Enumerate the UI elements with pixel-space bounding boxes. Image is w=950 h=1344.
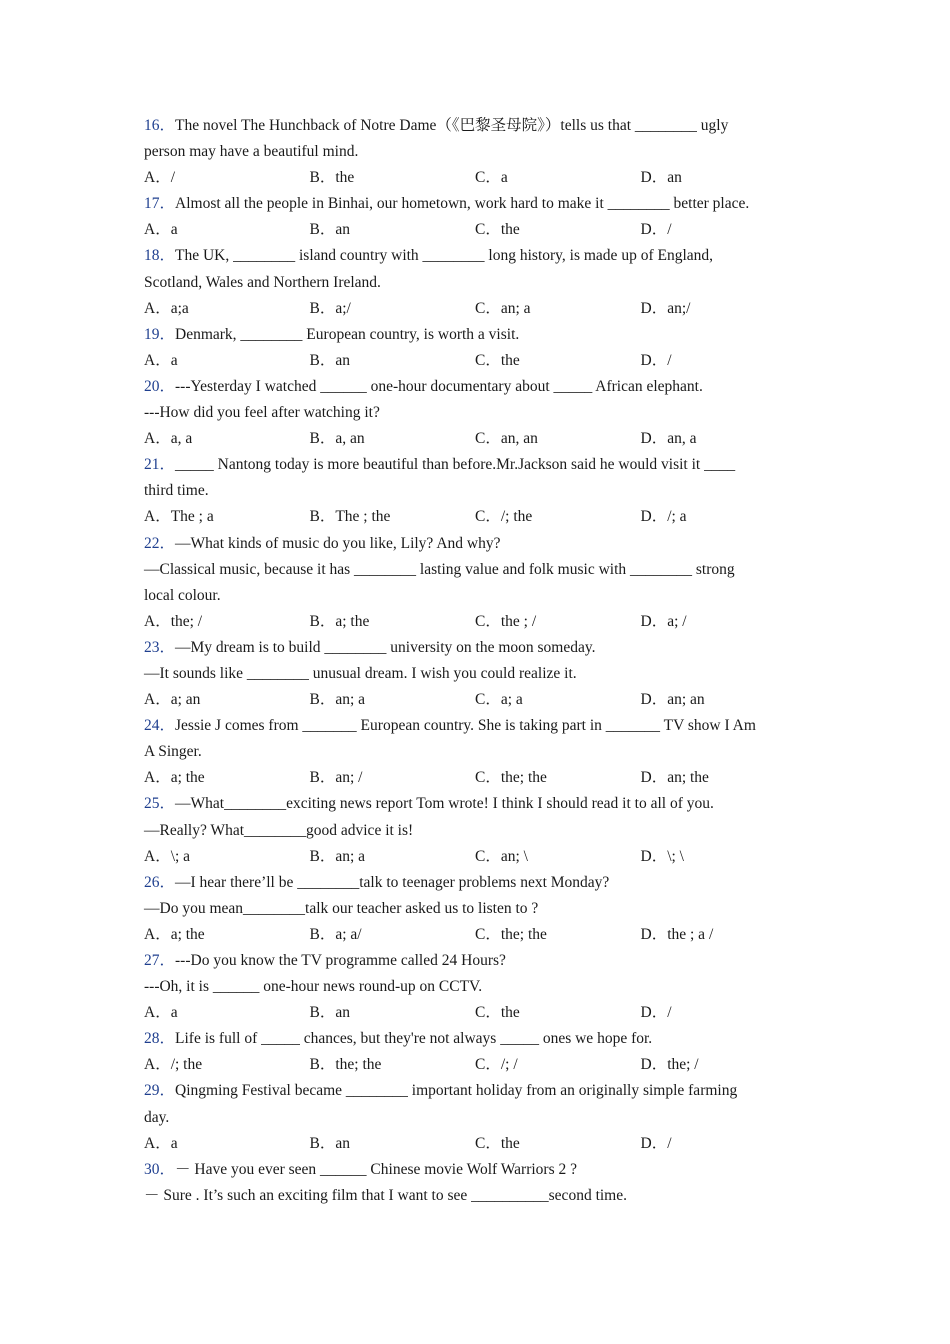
question-stem-continuation: [144, 270, 812, 296]
question-stem: [144, 322, 812, 348]
question-stem-continuation: [144, 739, 812, 765]
answer-option[interactable]: C．the ; /: [475, 612, 537, 630]
question-block: [144, 713, 812, 791]
question-number: 27．: [144, 952, 176, 969]
question-block: [144, 191, 812, 243]
question-stem-continuation: [144, 896, 812, 922]
answer-option[interactable]: A．a; the: [144, 769, 205, 787]
question-stem: [144, 713, 812, 739]
answer-option[interactable]: D．an; an: [640, 691, 705, 709]
question-number: 23．: [144, 638, 176, 656]
question-number: 20．: [144, 377, 176, 395]
question-block: [144, 948, 812, 1026]
answer-option[interactable]: A．a: [144, 351, 178, 369]
answer-option[interactable]: A．a; an: [144, 691, 201, 709]
question-stem-continuation: [144, 478, 812, 504]
answer-options: [144, 844, 812, 870]
question-stem-continuation: [144, 400, 812, 426]
question-block: [144, 322, 812, 374]
question-stem: [144, 948, 812, 974]
answer-option[interactable]: D．a; /: [640, 612, 687, 630]
question-block: [144, 635, 812, 713]
question-block: [144, 1078, 812, 1156]
answer-option[interactable]: A．a: [144, 1004, 178, 1022]
question-page: [144, 113, 812, 1209]
question-text: Almost all the people in Binhai, our hometown, work hard to make it ________ better place.: [175, 195, 750, 213]
question-block: [144, 791, 812, 869]
question-stem-continuation: [144, 974, 812, 1000]
answer-options: [144, 426, 812, 452]
question-stem: [144, 191, 812, 217]
question-block: [144, 531, 812, 635]
answer-option[interactable]: C．an; a: [475, 299, 531, 317]
answer-option[interactable]: A．\; a: [144, 847, 191, 865]
answer-option[interactable]: D．/: [640, 221, 672, 239]
question-stem: [144, 791, 812, 817]
answer-options: [144, 1052, 812, 1078]
answer-option[interactable]: B．an; a: [309, 691, 366, 709]
answer-option[interactable]: D．an; the: [640, 769, 709, 787]
answer-option[interactable]: B．an: [309, 351, 350, 369]
question-text: —What________exciting news report Tom wrote! I think I should read it to all of you.: [175, 795, 714, 813]
answer-options: [144, 165, 812, 191]
question-number: 24．: [144, 717, 176, 735]
question-number: 16．: [144, 117, 176, 134]
question-text: _____ Nantong today is more beautiful than before.Mr.Jackson said he would visit it ____: [175, 456, 736, 474]
answer-option[interactable]: C．a: [475, 169, 508, 187]
question-text: The novel The Hunchback of Notre Dame（《巴黎圣母院》）tells us that ________ ugly: [175, 117, 729, 134]
question-stem-continuation: [144, 139, 812, 165]
answer-options: [144, 217, 812, 243]
answer-option[interactable]: B．a; a/: [309, 925, 362, 943]
question-text: ---How did you feel after watching it?: [144, 404, 380, 422]
answer-option[interactable]: B．the: [309, 169, 355, 187]
answer-options: [144, 1000, 812, 1026]
answer-option[interactable]: C．the: [475, 221, 520, 239]
question-stem-continuation: [144, 1183, 812, 1209]
answer-option[interactable]: B．a, an: [309, 430, 365, 448]
question-text: The UK, ________ island country with ________ long history, is made up of England,: [175, 247, 714, 265]
question-stem-continuation: [144, 1105, 812, 1131]
answer-option[interactable]: A．a: [144, 221, 178, 239]
answer-option[interactable]: B．a; the: [309, 612, 370, 630]
answer-option[interactable]: A．a, a: [144, 430, 193, 448]
answer-option[interactable]: C．/; /: [475, 1056, 518, 1074]
question-text: person may have a beautiful mind.: [144, 143, 359, 161]
question-stem: [144, 1078, 812, 1104]
question-stem: [144, 374, 812, 400]
question-text: Qingming Festival became ________ important holiday from an originally simple farming: [175, 1082, 738, 1100]
answer-option[interactable]: C．the; the: [475, 925, 547, 943]
question-block: [144, 374, 812, 452]
answer-option[interactable]: C．the; the: [475, 769, 547, 787]
question-stem-continuation: [144, 557, 812, 583]
question-text: A Singer.: [144, 743, 202, 761]
answer-option[interactable]: B．an: [309, 221, 350, 239]
answer-options: [144, 1131, 812, 1157]
answer-option[interactable]: A．The ; a: [144, 508, 214, 526]
answer-option[interactable]: D．the; /: [640, 1056, 699, 1074]
answer-option[interactable]: D．/: [640, 351, 672, 369]
answer-option[interactable]: A．/: [144, 169, 176, 187]
question-text: —It sounds like ________ unusual dream. I wish you could realize it.: [144, 664, 577, 682]
question-text: —Classical music, because it has ________ lasting value and folk music with ________ strong: [144, 560, 735, 578]
question-text: － Have you ever seen ______ Chinese movie Wolf Warriors 2 ?: [175, 1160, 578, 1178]
question-stem-continuation: [144, 661, 812, 687]
question-number: 18．: [144, 247, 176, 265]
question-number: 25．: [144, 795, 176, 813]
answer-option[interactable]: D．/: [640, 1004, 672, 1022]
answer-option[interactable]: A．a;a: [144, 299, 189, 317]
answer-option[interactable]: B．an: [309, 1004, 350, 1022]
question-number: 21．: [144, 456, 176, 474]
question-text: third time.: [144, 482, 209, 500]
question-stem: [144, 1157, 812, 1183]
question-stem: [144, 531, 812, 557]
question-number: 19．: [144, 325, 176, 343]
answer-option[interactable]: D．\; \: [640, 847, 684, 865]
question-number: 29．: [144, 1082, 176, 1100]
question-block: [144, 243, 812, 321]
question-text: Denmark, ________ European country, is worth a visit.: [175, 325, 520, 343]
question-text: —Really? What________good advice it is!: [144, 821, 414, 839]
answer-option[interactable]: A．the; /: [144, 612, 203, 630]
question-text: —Do you mean________talk our teacher asked us to listen to ?: [144, 899, 539, 917]
question-block: [144, 1026, 812, 1078]
question-number: 28．: [144, 1030, 176, 1048]
question-number: 17．: [144, 195, 176, 213]
question-text: Life is full of _____ chances, but they're not always _____ ones we hope for.: [175, 1030, 653, 1048]
question-text: ---Yesterday I watched ______ one-hour documentary about _____ African elephant.: [175, 377, 703, 395]
answer-options: [144, 504, 812, 530]
answer-option[interactable]: B．The ; the: [309, 508, 391, 526]
question-block: [144, 870, 812, 948]
question-block: [144, 452, 812, 530]
question-text: ---Oh, it is ______ one-hour news round-up on CCTV.: [144, 978, 483, 996]
question-text: —My dream is to build ________ university on the moon someday.: [175, 638, 596, 656]
question-stem: [144, 243, 812, 269]
question-stem: [144, 113, 812, 139]
answer-options: [144, 922, 812, 948]
question-stem: [144, 870, 812, 896]
answer-option[interactable]: D．an, a: [640, 430, 697, 448]
answer-option[interactable]: C．a; a: [475, 691, 523, 709]
answer-option[interactable]: B．an; a: [309, 847, 366, 865]
question-text: —I hear there’ll be ________talk to teenager problems next Monday?: [175, 873, 610, 891]
question-text: － Sure . It’s such an exciting film that I want to see __________second time.: [144, 1186, 627, 1204]
question-block: [144, 1157, 812, 1209]
question-text: ---Do you know the TV programme called 24 Hours?: [175, 952, 506, 969]
answer-option[interactable]: C．the: [475, 1004, 520, 1022]
question-stem: [144, 635, 812, 661]
answer-options: [144, 609, 812, 635]
answer-option[interactable]: D．/; a: [640, 508, 687, 526]
answer-option[interactable]: A．a: [144, 1134, 178, 1152]
answer-option[interactable]: C．an, an: [475, 430, 538, 448]
question-number: 26．: [144, 873, 176, 891]
answer-option[interactable]: D．an;/: [640, 299, 691, 317]
question-text: Scotland, Wales and Northern Ireland.: [144, 273, 381, 291]
answer-options: [144, 687, 812, 713]
question-text: day.: [144, 1108, 170, 1126]
answer-option[interactable]: D．/: [640, 1134, 672, 1152]
answer-options: [144, 765, 812, 791]
question-text: —What kinds of music do you like, Lily? And why?: [175, 534, 501, 552]
answer-option[interactable]: A．/; the: [144, 1056, 203, 1074]
question-stem: [144, 452, 812, 478]
answer-options: [144, 296, 812, 322]
question-text: Jessie J comes from _______ European country. She is taking part in _______ TV show I Am: [175, 717, 756, 735]
question-stem: [144, 1026, 812, 1052]
answer-option[interactable]: D．an: [640, 169, 682, 187]
answer-option[interactable]: B．an; /: [309, 769, 363, 787]
question-stem-continuation: [144, 583, 812, 609]
answer-option[interactable]: B．the; the: [309, 1056, 382, 1074]
answer-option[interactable]: A．a; the: [144, 925, 205, 943]
question-block: [144, 113, 812, 191]
question-stem-continuation: [144, 818, 812, 844]
question-number: 30．: [144, 1160, 176, 1178]
answer-option[interactable]: B．a;/: [309, 299, 351, 317]
question-number: 22．: [144, 534, 176, 552]
answer-option[interactable]: D．the ; a /: [640, 925, 714, 943]
answer-option[interactable]: B．an: [309, 1134, 350, 1152]
answer-option[interactable]: C．the: [475, 1134, 520, 1152]
answer-option[interactable]: C．/; the: [475, 508, 533, 526]
question-text: local colour.: [144, 586, 221, 604]
answer-option[interactable]: C．the: [475, 351, 520, 369]
answer-options: [144, 348, 812, 374]
answer-option[interactable]: C．an; \: [475, 847, 528, 865]
